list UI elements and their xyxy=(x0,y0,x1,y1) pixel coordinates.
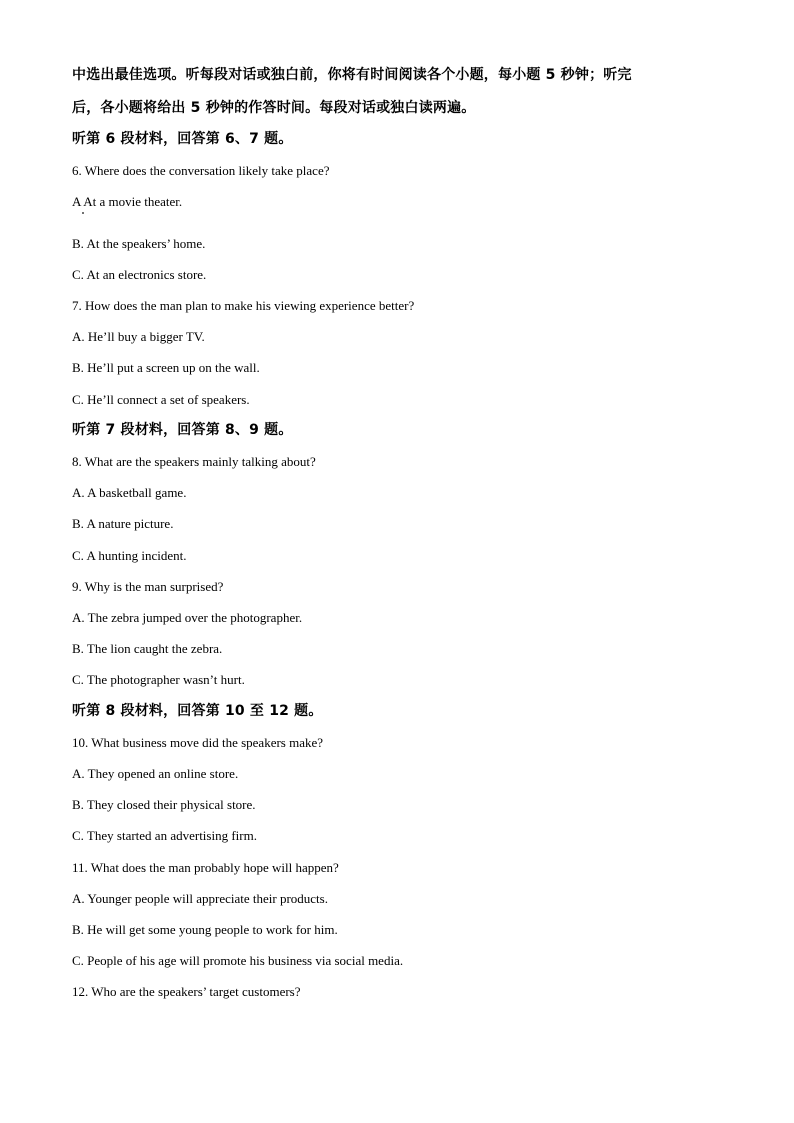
question-7-option-a: A. He’ll buy a bigger TV. xyxy=(72,329,205,344)
question-8-option-a: A. A basketball game. xyxy=(72,485,187,500)
question-8-option-b: B. A nature picture. xyxy=(72,516,174,531)
question-6-option-b: B. At the speakers’ home. xyxy=(72,236,206,251)
question-11-stem: 11. What does the man probably hope will happen? xyxy=(72,860,339,875)
instructions-line-1: 中选出最佳选项。听每段对话或独白前，你将有时间阅读各个小题，每小题 5 秒钟；听完 xyxy=(72,67,632,83)
question-10-option-b: B. They closed their physical store. xyxy=(72,797,256,812)
question-10-option-a: A. They opened an online store. xyxy=(72,766,239,781)
question-10-option-c: C. They started an advertising firm. xyxy=(72,828,257,843)
question-8-option-c: C. A hunting incident. xyxy=(72,548,187,563)
question-7-stem: 7. How does the man plan to make his viewing experience better? xyxy=(72,298,415,313)
section-7-heading: 听第 7 段材料，回答第 8、9 题。 xyxy=(72,422,293,438)
question-8-stem: 8. What are the speakers mainly talking about? xyxy=(72,454,316,469)
question-11-option-a: A. Younger people will appreciate their products. xyxy=(72,891,328,906)
question-6-option-a: A At a movie theater. xyxy=(72,194,183,209)
question-10-stem: 10. What business move did the speakers make? xyxy=(72,735,324,750)
stray-mark xyxy=(82,212,84,214)
section-8-heading: 听第 8 段材料，回答第 10 至 12 题。 xyxy=(72,703,323,719)
question-11-option-c: C. People of his age will promote his business via social media. xyxy=(72,953,404,968)
question-9-option-c: C. The photographer wasn’t hurt. xyxy=(72,672,245,687)
question-9-option-b: B. The lion caught the zebra. xyxy=(72,641,223,656)
question-11-option-b: B. He will get some young people to work for him. xyxy=(72,922,338,937)
question-6-option-c: C. At an electronics store. xyxy=(72,267,207,282)
section-6-heading: 听第 6 段材料，回答第 6、7 题。 xyxy=(72,131,293,147)
instructions-line-2: 后，各小题将给出 5 秒钟的作答时间。每段对话或独白读两遍。 xyxy=(72,100,476,116)
question-9-option-a: A. The zebra jumped over the photographer. xyxy=(72,610,303,625)
question-12-stem: 12. Who are the speakers’ target customers? xyxy=(72,984,301,999)
question-7-option-b: B. He’ll put a screen up on the wall. xyxy=(72,360,260,375)
question-9-stem: 9. Why is the man surprised? xyxy=(72,579,224,594)
question-7-option-c: C. He’ll connect a set of speakers. xyxy=(72,392,250,407)
question-6-stem: 6. Where does the conversation likely take place? xyxy=(72,163,330,178)
